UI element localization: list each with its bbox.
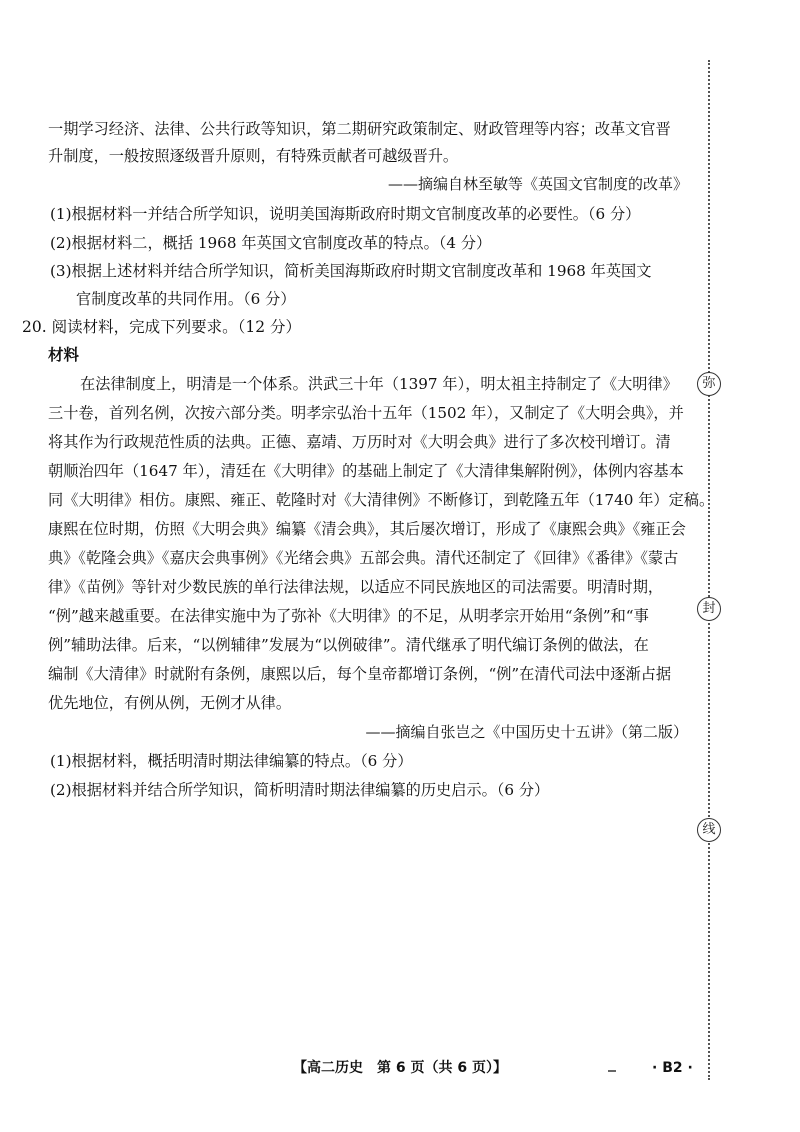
q20-question-2: (2)根据材料并结合所学知识，简析明清时期法律编纂的历史启示。（6 分） [50,781,550,799]
continuation-line: 升制度，一般按照逐级晋升原则，有特殊贡献者可越级晋升。 [48,147,459,165]
material-source: ——摘编自张岂之《中国历史十五讲》（第二版） [365,723,688,741]
scan-speck [608,1070,616,1072]
page-code: · B2 · [652,1060,693,1076]
page-footer: 【高二历史 第 6 页（共 6 页）】 [293,1060,507,1076]
material-line: 优先地位，有例从例，无例才从律。 [48,694,291,712]
margin-mark-feng: 封 [697,597,721,621]
material-line: 朝顺治四年（1647 年），清廷在《大明律》的基础上制定了《大清律集解附例》，体例内容基本 [48,462,684,480]
q19-question-3-cont: 官制度改革的共同作用。（6 分） [76,290,296,308]
q19-question-3: (3)根据上述材料并结合所学知识，简析美国海斯政府时期文官制度改革和 1968 年英国文 [50,262,652,280]
material-line: 例”辅助法律。后来，“以例辅律”发展为“以例破律”。清代继承了明代编订条例的做法，在 [48,636,649,654]
continuation-line: 一期学习经济、法律、公共行政等知识，第二期研究政策制定、财政管理等内容；改革文官晋 [48,120,671,138]
q20-question-1: (1)根据材料，概括明清时期法律编纂的特点。（6 分） [50,752,413,770]
material-label: 材料 [48,346,80,364]
material-line: 同《大明律》相仿。康熙、雍正、乾隆时对《大清律例》不断修订，到乾隆五年（1740 年）定稿。 [48,491,715,509]
q20-heading: 20. 阅读材料，完成下列要求。（12 分） [22,318,301,336]
material-line: 典》《乾隆会典》《嘉庆会典事例》《光绪会典》五部会典。清代还制定了《回律》《番律》《蒙古 [48,549,679,567]
material-line: 在法律制度上，明清是一个体系。洪武三十年（1397 年），明太祖主持制定了《大明律》 [80,375,678,393]
continuation-source: ——摘编自林至敏等《英国文官制度的改革》 [387,175,688,193]
material-line: 三十卷，首列名例，次按六部分类。明孝宗弘治十五年（1502 年），又制定了《大明会典》，并 [48,404,684,422]
material-line: 康熙在位时期，仿照《大明会典》编纂《清会典》，其后屡次增订，形成了《康熙会典》《雍正会 [48,520,686,538]
q19-question-1: (1)根据材料一并结合所学知识，说明美国海斯政府时期文官制度改革的必要性。（6 分） [50,205,641,223]
material-line: 编制《大清律》时就附有条例，康熙以后，每个皇帝都增订条例，“例”在清代司法中逐渐占据 [48,665,672,683]
margin-mark-xian: 线 [697,818,721,842]
material-line: “例”越来越重要。在法律实施中为了弥补《大明律》的不足，从明孝宗开始用“条例”和“事 [48,607,649,625]
material-line: 律》《苗例》等针对少数民族的单行法律法规，以适应不同民族地区的司法需要。明清时期， [48,578,664,596]
binding-dotted-line [708,60,710,1080]
material-line: 将其作为行政规范性质的法典。正德、嘉靖、万历时对《大明会典》进行了多次校刊增订。清 [48,433,671,451]
q19-question-2: (2)根据材料二，概括 1968 年英国文官制度改革的特点。（4 分） [50,234,492,252]
margin-mark-mi: 弥 [697,372,721,396]
